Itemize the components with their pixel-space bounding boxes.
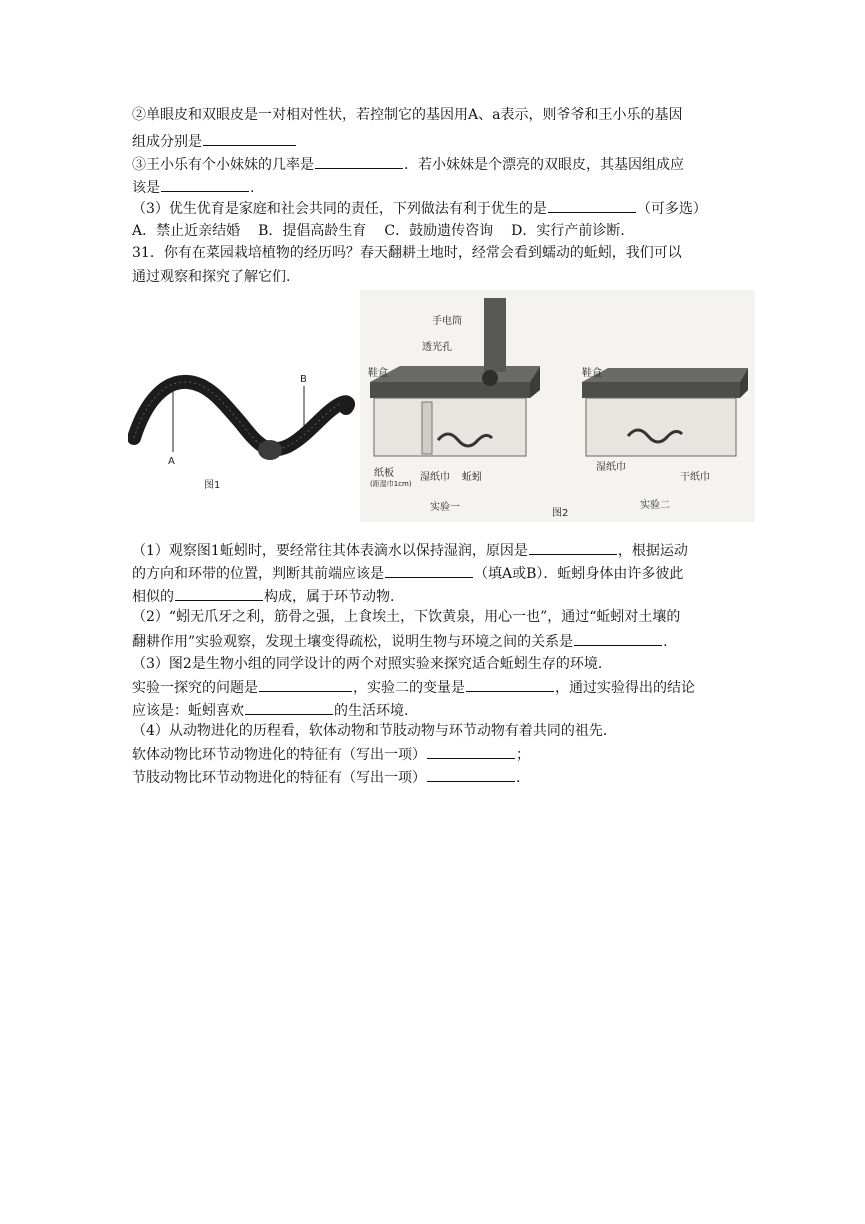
answer-blank[interactable] xyxy=(203,131,296,146)
s2-text-2: 翻耕作用”实验观察，发现土壤变得疏松，说明生物与环境之间的关系是 xyxy=(132,634,574,650)
s4-line-2 xyxy=(132,744,530,765)
q3-line-1 xyxy=(132,154,684,175)
s1-line-1 xyxy=(132,540,688,561)
s4-text-2: 软体动物比环节动物进化的特征有（写出一项） xyxy=(132,747,426,763)
shoebox-1-lid-front xyxy=(370,382,530,398)
part3-text: （3）优生优育是家庭和社会共同的责任，下列做法有利于优生的是 xyxy=(132,201,547,217)
q3-text: ③王小乐有个小妹妹的几率是 xyxy=(132,157,314,173)
label-b: B xyxy=(300,374,307,385)
s3-text-3-post: 的生活环境. xyxy=(334,703,409,719)
part3-text-post: （可多选） xyxy=(636,201,707,217)
answer-blank[interactable] xyxy=(161,177,249,192)
figure-1 xyxy=(128,360,360,500)
earthworm-body xyxy=(134,382,348,449)
shoebox-1-label: 鞋盒 xyxy=(368,368,388,379)
s2-line-2 xyxy=(132,631,668,652)
option-b: B．提倡高龄生育 xyxy=(258,223,367,239)
earthworm-label: 蚯蚓 xyxy=(462,472,482,483)
s4-text-3-post: . xyxy=(516,770,521,786)
q3-text-2: 该是 xyxy=(132,180,160,196)
light-hole-label: 透光孔 xyxy=(422,342,452,353)
s1-text-3-post: 构成，属于环节动物. xyxy=(264,589,395,605)
answer-blank[interactable] xyxy=(315,154,403,169)
earthworm-illustration xyxy=(128,360,360,500)
shoebox-2-lid-front xyxy=(582,382,740,398)
q2-line-2 xyxy=(132,131,297,152)
s4-text-3: 节肢动物比环节动物进化的特征有（写出一项） xyxy=(132,770,426,786)
wet-towel-1-label: 湿纸巾 xyxy=(420,472,450,483)
s1-line-2 xyxy=(132,563,683,584)
experiment-illustration xyxy=(360,290,755,522)
shoebox-2-lid-top xyxy=(582,368,748,382)
q31-line-1 xyxy=(132,243,682,263)
s2-text-2-post: . xyxy=(663,634,668,650)
answer-blank[interactable] xyxy=(259,677,352,692)
answer-blank[interactable] xyxy=(466,677,554,692)
answer-blank[interactable] xyxy=(245,700,333,715)
experiment-1-caption: 实验一 xyxy=(430,502,460,513)
dry-towel-label: 干纸巾 xyxy=(680,472,710,483)
fig2-caption: 图2 xyxy=(552,508,569,519)
flashlight-body xyxy=(484,298,506,372)
s3-line-2 xyxy=(132,677,695,698)
answer-blank[interactable] xyxy=(529,540,617,555)
cardboard-divider xyxy=(422,402,432,454)
wet-towel-2-label: 湿纸巾 xyxy=(596,462,626,473)
s1-text-3: 相似的 xyxy=(132,589,174,605)
cardboard-label: 纸板 xyxy=(374,468,394,479)
s1-text-2-post: （填A或B）．蚯蚓身体由许多彼此 xyxy=(474,566,684,582)
s2-text: （2）“蚓无爪牙之利，筋骨之强，上食埃土，下饮黄泉，用心一也”，通过“蚯蚓对土壤的 xyxy=(132,609,681,625)
cardboard-note: (距湿巾1cm) xyxy=(370,480,412,488)
answer-blank[interactable] xyxy=(385,563,473,578)
s1-line-3 xyxy=(132,586,394,607)
q31-line-2 xyxy=(132,267,290,287)
fig1-caption: 图1 xyxy=(204,480,221,491)
light-hole xyxy=(482,370,498,386)
s3-line-1 xyxy=(132,654,602,674)
answer-blank[interactable] xyxy=(574,631,662,646)
answer-blank[interactable] xyxy=(427,744,515,759)
s3-line-3 xyxy=(132,700,408,721)
option-a: A．禁止近亲结婚 xyxy=(132,223,241,239)
answer-blank[interactable] xyxy=(175,586,263,601)
s1-text-2: 的方向和环带的位置，判断其前端应该是 xyxy=(132,566,384,582)
shoebox-2-label: 鞋盒 xyxy=(582,368,602,379)
q2-line-1 xyxy=(132,105,682,125)
option-c: C．鼓励遗传咨询 xyxy=(384,223,494,239)
s4-text: （4）从动物进化的历程看，软体动物和节肢动物与环节动物有着共同的祖先. xyxy=(132,723,608,739)
q31-text: 31．你有在菜园栽培植物的经历吗？春天翻耕土地时，经常会看到蠕动的蚯蚓，我们可以 xyxy=(132,245,682,261)
q2-text-2: 组成分别是 xyxy=(132,134,202,150)
s2-line-1 xyxy=(132,607,680,627)
q3-text-post: ．若小妹妹是个漂亮的双眼皮，其基因组成应 xyxy=(404,157,684,173)
s3-text-2-mid: ，实验二的变量是 xyxy=(353,680,465,696)
q3-line-2 xyxy=(132,177,254,198)
s3-text-3: 应该是：蚯蚓喜欢 xyxy=(132,703,244,719)
q2-text: ②单眼皮和双眼皮是一对相对性状，若控制它的基因用A、a表示，则爷爷和王小乐的基因 xyxy=(132,107,683,123)
s4-line-1 xyxy=(132,721,607,741)
clitellum xyxy=(258,440,282,460)
s3-text-2: 实验一探究的问题是 xyxy=(132,680,258,696)
s3-text: （3）图2是生物小组的同学设计的两个对照实验来探究适合蚯蚓生存的环境. xyxy=(132,656,603,672)
shoebox-1-body xyxy=(374,398,526,456)
options-line xyxy=(132,221,643,241)
experiment-2-caption: 实验二 xyxy=(640,500,670,511)
shoebox-2-body xyxy=(586,398,736,456)
flashlight-label: 手电筒 xyxy=(432,316,462,327)
s1-text: （1）观察图1蚯蚓时，要经常往其体表滴水以保持湿润，原因是 xyxy=(132,543,528,559)
label-a: A xyxy=(168,456,175,467)
answer-blank[interactable] xyxy=(548,198,636,213)
s4-text-2-post: ； xyxy=(516,747,530,763)
q3-text-2-post: . xyxy=(250,180,255,196)
s3-text-2-post: ，通过实验得出的结论 xyxy=(555,680,695,696)
s1-text-post: ，根据运动 xyxy=(617,543,688,559)
q31-text-2: 通过观察和探究了解它们. xyxy=(132,269,291,285)
answer-blank[interactable] xyxy=(427,767,515,782)
figure-2 xyxy=(360,290,755,522)
option-d: D．实行产前诊断. xyxy=(511,223,625,239)
part3-line xyxy=(132,198,707,219)
s4-line-3 xyxy=(132,767,520,788)
